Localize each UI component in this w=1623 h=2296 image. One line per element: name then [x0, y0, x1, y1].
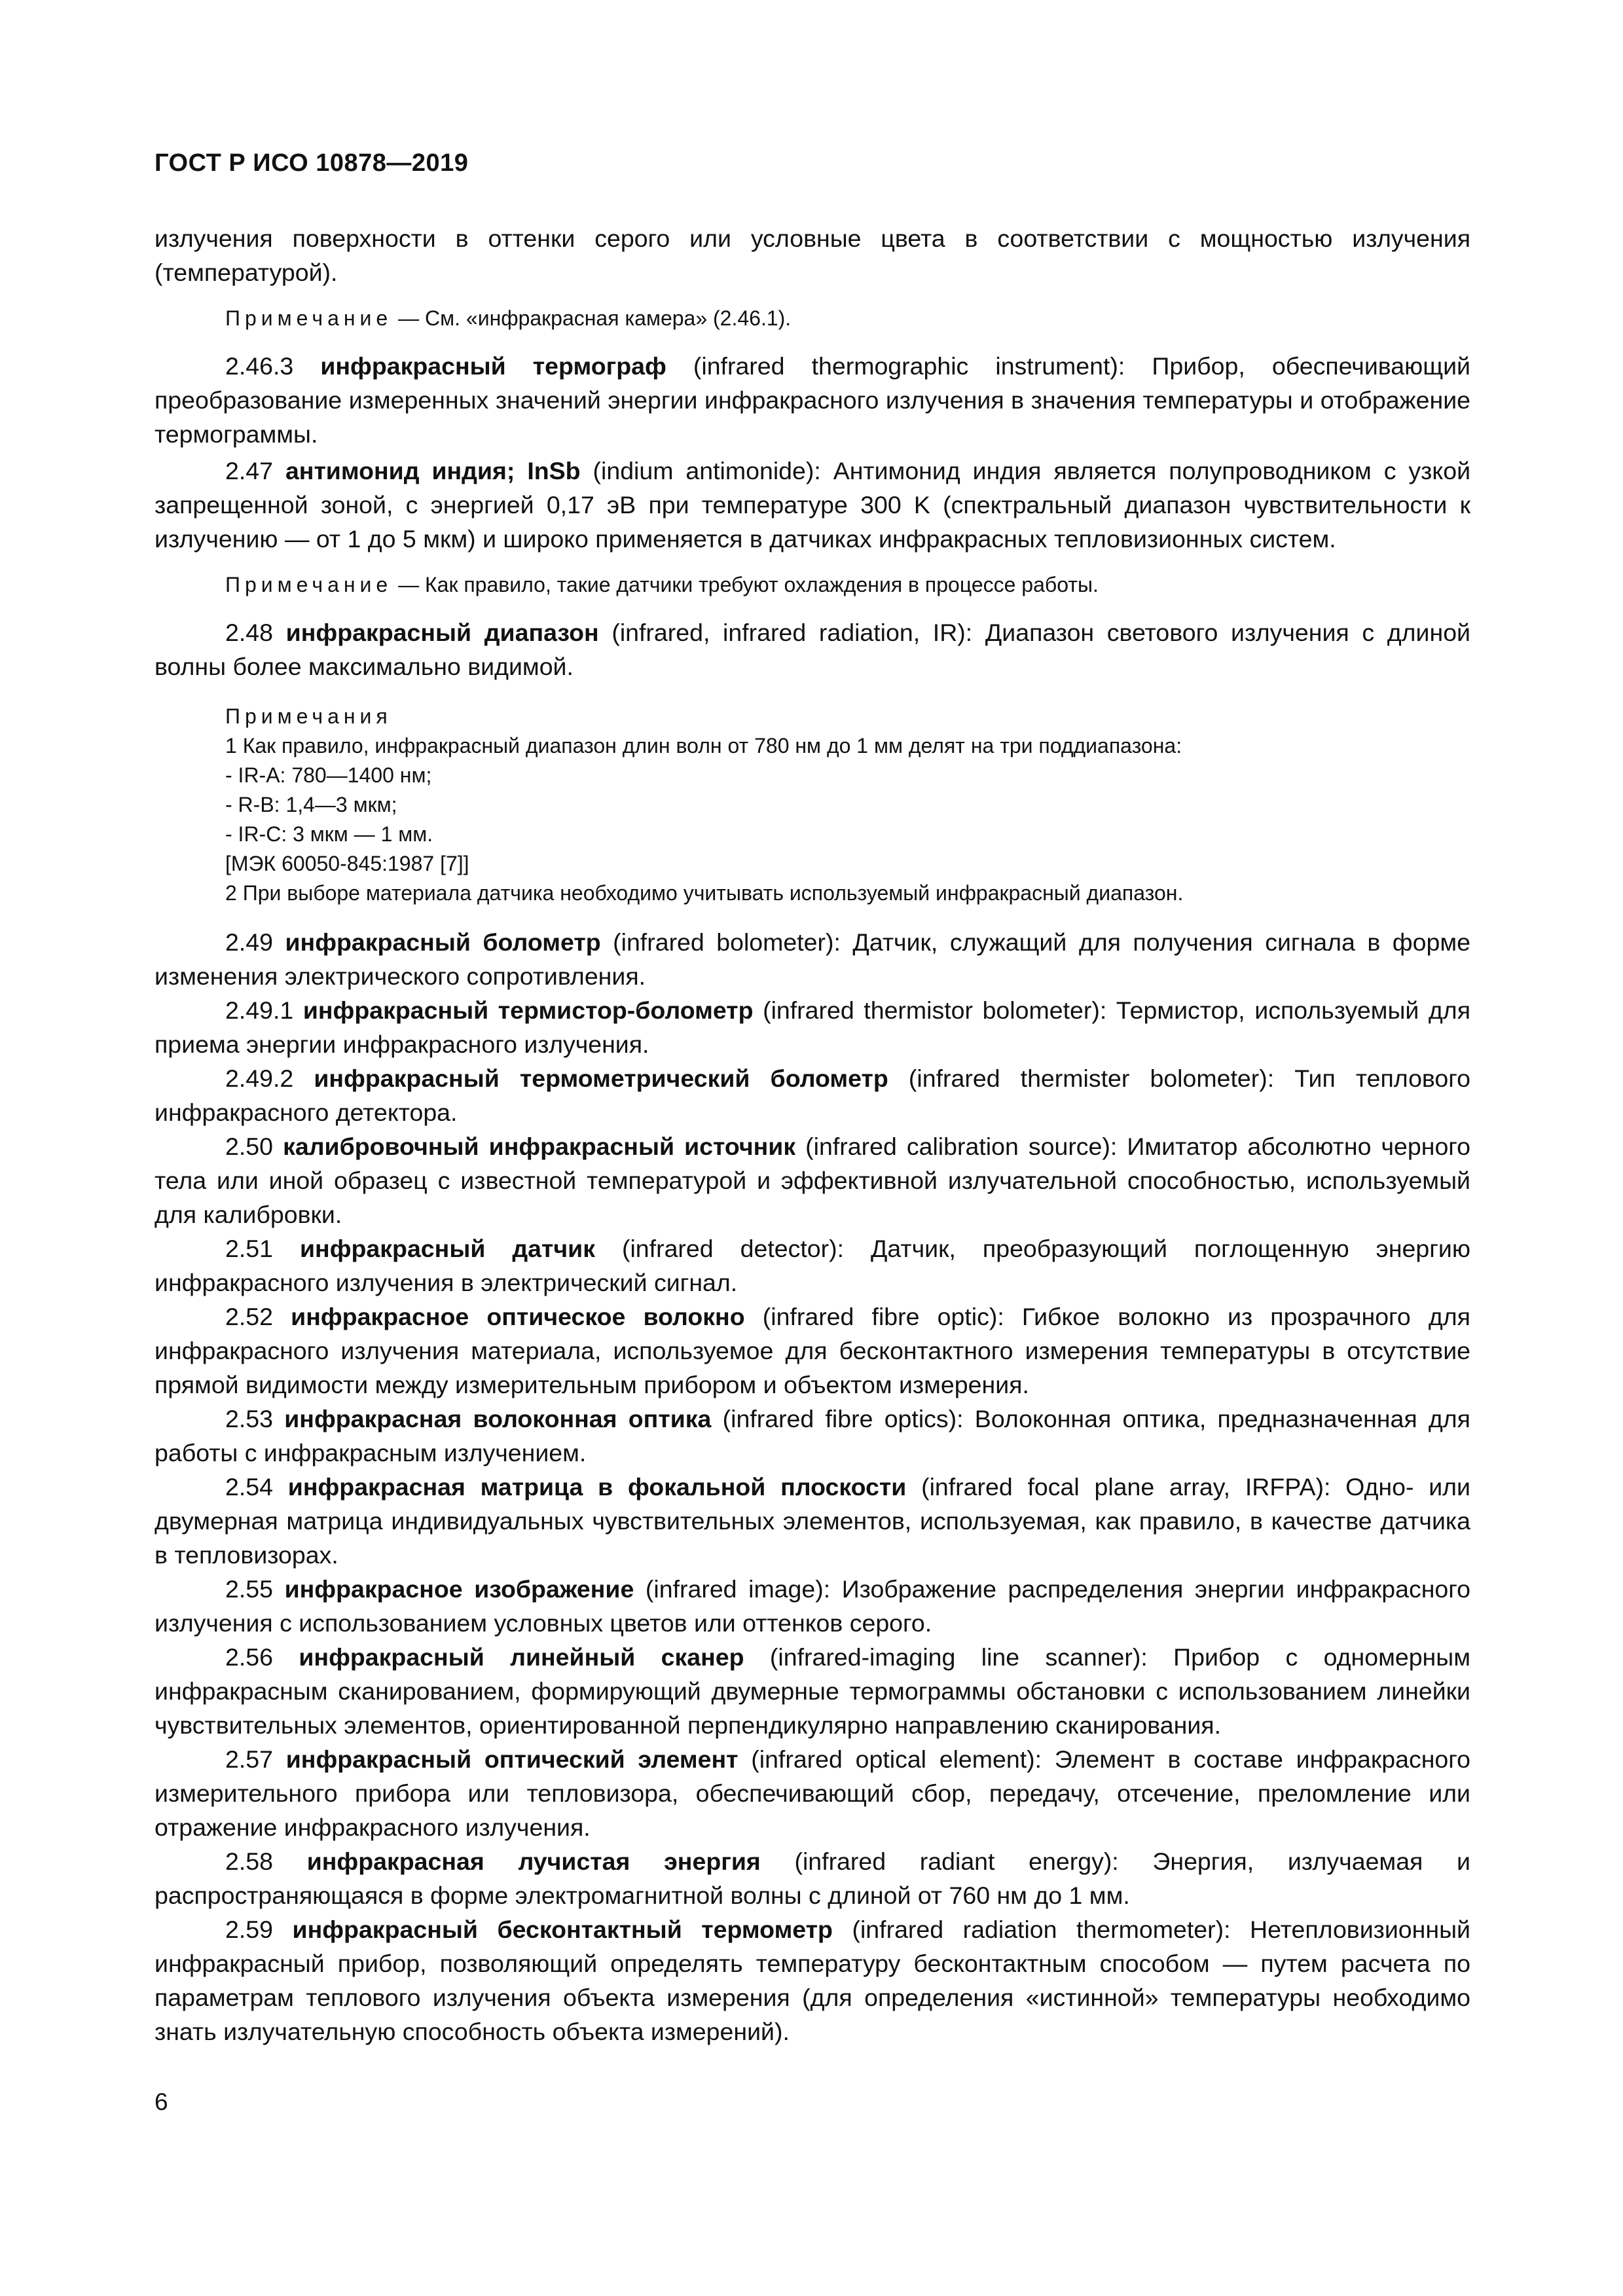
note-item: - IR-A: 780—1400 нм;	[225, 763, 432, 787]
term-definition: (infrared calibration source): Имитатор абсолютно черного тела или иной образец с известной температурой и эффективной излучательной способностью, используемый для калибровки.	[155, 1133, 1471, 1228]
term-definition: (infrared radiation thermometer): Нетепловизионный инфракрасный прибор, позволяющий определять температуру бесконтактным способом — путем расчета по параметрам теплового излучения объекта измерения (для определения «истинной» температуры необходимо знать излучательную способность объекта измерений).	[155, 1916, 1470, 2045]
term-number: 2.49.2	[225, 1065, 294, 1092]
note-label: Примечание	[225, 573, 393, 596]
term-2-58	[155, 1844, 1470, 1912]
term-title: инфракрасный термограф	[320, 352, 666, 380]
term-definition: (infrared thermistor bolometer): Термистор, используемый для приема энергии инфракрасного излучения.	[155, 996, 1470, 1058]
term-title: инфракрасный термистор-болометр	[302, 996, 754, 1024]
term-2-59	[155, 1912, 1470, 2049]
term-title: инфракрасное оптическое волокно	[291, 1303, 745, 1330]
term-number: 2.46.3	[225, 352, 294, 380]
term-number: 2.52	[225, 1303, 273, 1330]
term-2-53	[155, 1402, 1470, 1470]
term-2-46-3	[155, 349, 1470, 451]
term-definition: (indium antimonide): Антимонид индия является полупроводником с узкой запрещенной зоной, с энергией 0,17 эВ при температуре 300 K (спектральный диапазон чувствительности к излучению — от 1 до 5 мкм) и широко применяется в датчиках инфракрасных тепловизионных систем.	[155, 457, 1471, 553]
term-definition: (infrared fibre optic): Гибкое волокно из прозрачного для инфракрасного излучения материала, используемое для бесконтактного измерения температуры в отсутствие прямой видимости между измерительным прибором и объектом измерения.	[155, 1303, 1470, 1398]
term-2-55	[155, 1572, 1470, 1640]
note-item: 2 При выборе материала датчика необходимо учитывать используемый инфракрасный диапазон.	[225, 881, 1184, 905]
term-2-51	[155, 1231, 1470, 1300]
term-number: 2.53	[225, 1405, 273, 1432]
note-line	[155, 304, 1470, 333]
term-title: инфракрасный линейный сканер	[299, 1643, 744, 1671]
term-2-50	[155, 1129, 1470, 1231]
note-item: - R-B: 1,4—3 мкм;	[225, 793, 397, 816]
term-2-57	[155, 1742, 1470, 1844]
term-definition: (infrared image): Изображение распределения энергии инфракрасного излучения с использованием условных цветов или оттенков серого.	[155, 1575, 1470, 1637]
term-title: инфракрасная матрица в фокальной плоскости	[287, 1473, 907, 1501]
term-definition: (infrared optical element): Элемент в составе инфракрасного измерительного прибора или тепловизора, обеспечивающий сбор, передачу, отсечение, преломление или отражение инфракрасного излучения.	[155, 1745, 1470, 1841]
term-number: 2.48	[225, 619, 273, 646]
note-text: — См. «инфракрасная камера» (2.46.1).	[392, 306, 792, 330]
term-title: инфракрасный оптический элемент	[285, 1745, 739, 1773]
note-2-47	[155, 570, 1470, 600]
document-header: ГОСТ Р ИСО 10878—2019	[155, 149, 469, 177]
term-2-48	[155, 615, 1470, 683]
term-number: 2.50	[225, 1133, 273, 1160]
notes-2-48	[155, 702, 1470, 908]
term-definition: (infrared detector): Датчик, преобразующий поглощенную энергию инфракрасного излучения в электрический сигнал.	[155, 1235, 1470, 1296]
term-number: 2.51	[225, 1235, 273, 1262]
term-title: инфракрасный болометр	[285, 928, 601, 956]
note-item: [МЭК 60050-845:1987 [7]]	[225, 852, 469, 875]
term-number: 2.59	[225, 1916, 273, 1943]
term-definition: (infrared bolometer): Датчик, служащий для получения сигнала в форме изменения электрического сопротивления.	[155, 928, 1470, 990]
term-number: 2.54	[225, 1473, 273, 1501]
term-title: инфракрасный бесконтактный термометр	[292, 1916, 833, 1943]
term-title: инфракрасная волоконная оптика	[284, 1405, 712, 1432]
note-item: 1 Как правило, инфракрасный диапазон длин волн от 780 нм до 1 мм делят на три поддиапазона:	[225, 734, 1182, 757]
term-title: калибровочный инфракрасный источник	[283, 1133, 796, 1160]
term-definition: (infrared fibre optics): Волоконная оптика, предназначенная для работы с инфракрасным излучением.	[155, 1405, 1470, 1467]
term-number: 2.55	[225, 1575, 273, 1603]
term-number: 2.58	[225, 1848, 273, 1875]
term-title: инфракрасная лучистая энергия	[306, 1848, 761, 1875]
term-title: антимонид индия; InSb	[285, 457, 581, 484]
term-definition: (infrared thermographic instrument): Прибор, обеспечивающий преобразование измеренных значений энергии инфракрасного излучения в значения температуры и отображение термограммы.	[155, 352, 1470, 448]
page-number: 6	[155, 2088, 168, 2115]
notes-label: Примечания	[225, 704, 392, 728]
term-title: инфракрасный термометрический болометр	[314, 1065, 888, 1092]
opening-paragraph: излучения поверхности в оттенки серого или условные цвета в соответствии с мощностью излучения (температурой).	[155, 225, 1470, 286]
term-2-52	[155, 1300, 1470, 1402]
term-2-56	[155, 1640, 1470, 1742]
term-2-49-1	[155, 993, 1470, 1061]
term-number: 2.57	[225, 1745, 273, 1773]
term-number: 2.47	[225, 457, 273, 484]
term-title: инфракрасный диапазон	[285, 619, 599, 646]
term-2-54	[155, 1470, 1470, 1572]
term-number: 2.49.1	[225, 996, 294, 1024]
term-definition: (infrared thermister bolometer): Тип теплового инфракрасного детектора.	[155, 1065, 1470, 1126]
note-label: Примечание	[225, 306, 393, 330]
term-title: инфракрасный датчик	[300, 1235, 595, 1262]
note-2-46	[155, 304, 1470, 333]
term-2-47	[155, 454, 1470, 556]
note-item: - IR-C: 3 мкм — 1 мм.	[225, 822, 433, 846]
term-number: 2.49	[225, 928, 273, 956]
term-definition: (infrared, infrared radiation, IR): Диапазон светового излучения с длиной волны более максимально видимой.	[155, 619, 1471, 680]
term-2-49-2	[155, 1061, 1470, 1129]
term-2-49	[155, 925, 1470, 993]
page-body	[155, 221, 1470, 2049]
term-title: инфракрасное изображение	[284, 1575, 634, 1603]
term-definition: (infrared radiant energy): Энергия, излучаемая и распространяющаяся в форме электромагнитной волны с длиной от 760 нм до 1 мм.	[155, 1848, 1471, 1909]
note-text: — Как правило, такие датчики требуют охлаждения в процессе работы.	[392, 573, 1099, 596]
note-line	[155, 570, 1470, 600]
term-definition: (infrared-imaging line scanner): Прибор с одномерным инфракрасным сканированием, формирующий двумерные термограммы обстановки с использованием линейки чувствительных элементов, ориентированной перпендикулярно направлению сканирования.	[155, 1643, 1471, 1739]
term-definition: (infrared focal plane array, IRFPA): Одно- или двумерная матрица индивидуальных чувствительных элементов, используемая, как правило, в качестве датчика в тепловизорах.	[155, 1473, 1470, 1569]
term-number: 2.56	[225, 1643, 273, 1671]
